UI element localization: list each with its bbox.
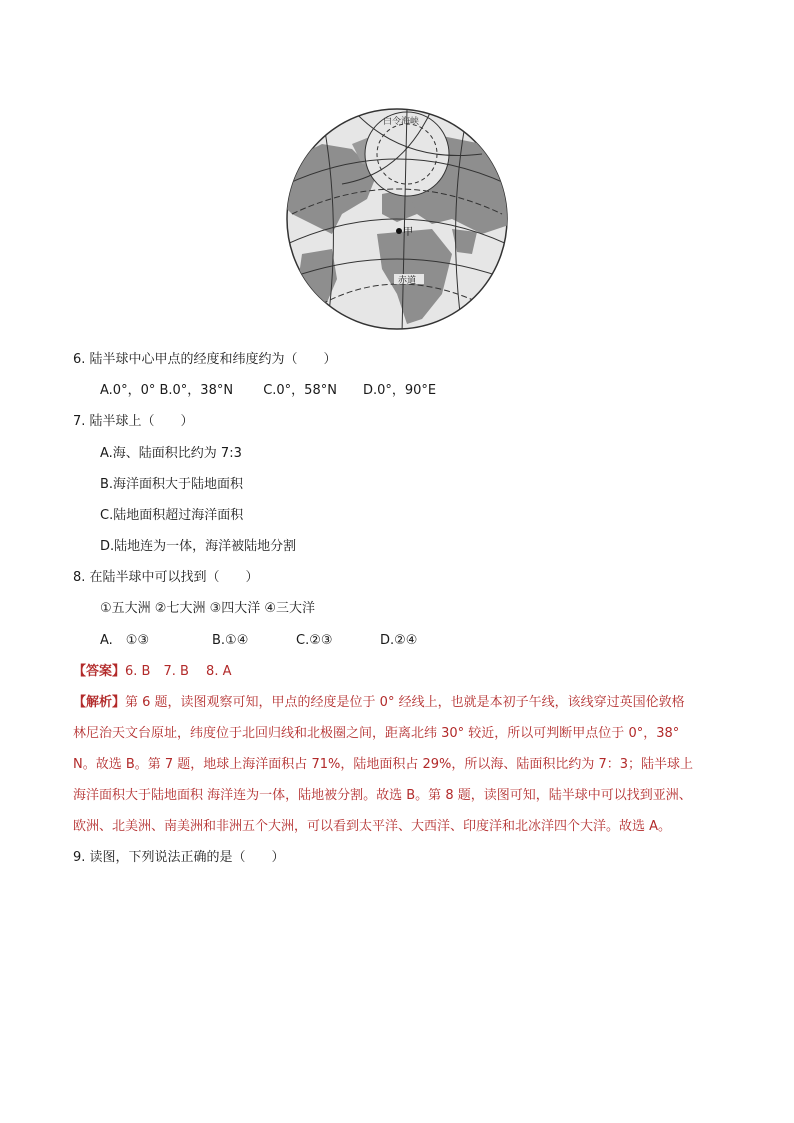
question-8-stem: 8. 在陆半球中可以找到（ ） bbox=[73, 570, 259, 585]
analysis-line-1 bbox=[73, 693, 685, 713]
question-6-stem: 6. 陆半球中心甲点的经度和纬度约为（ ） bbox=[73, 352, 337, 367]
answer-line bbox=[73, 662, 232, 682]
south-america-shape bbox=[297, 249, 337, 319]
question-6-options: A.0°，0° B.0°，38°N C.0°，58°N D.0°，90°E bbox=[100, 383, 437, 398]
question-8-options bbox=[100, 631, 417, 651]
answer-text: 6. B 7. B 8. A bbox=[125, 664, 232, 679]
question-8-option-a: A. ①③ bbox=[100, 633, 150, 648]
question-8-option-c: C.②③ bbox=[296, 633, 333, 648]
analysis-line-5: 欧洲、北美洲、南美洲和非洲五个大洲，可以看到太平洋、大西洋、印度洋和北冰洋四个大洋。故选 A。 bbox=[73, 819, 672, 834]
label-point-jia: 甲 bbox=[403, 227, 413, 238]
question-7-stem: 7. 陆半球上（ ） bbox=[73, 414, 194, 429]
analysis-line-4: 海洋面积大于陆地面积 海洋连为一体，陆地被分割。故选 B。第 8 题，读图可知，陆半球中可以找到亚洲、 bbox=[73, 788, 692, 803]
question-7-option-c: C.陆地面积超过海洋面积 bbox=[100, 508, 244, 523]
label-bering-strait: 白令海峡 bbox=[383, 117, 420, 127]
question-7-option-b: B.海洋面积大于陆地面积 bbox=[100, 477, 244, 492]
analysis-line-3: N。故选 B。第 7 题，地球上海洋面积占 71%，陆地面积占 29%，所以海、陆面积比约为 7：3；陆半球上 bbox=[73, 757, 694, 772]
question-9-stem: 9. 读图，下列说法正确的是（ ） bbox=[73, 850, 285, 865]
analysis-text-1: 第 6 题，读图观察可知，甲点的经度是位于 0° 经线上，也就是本初子午线，该线穿过英国伦敦格 bbox=[125, 695, 685, 710]
land-hemisphere-globe-figure bbox=[282, 104, 512, 334]
analysis-tag: 【解析】 bbox=[73, 695, 126, 710]
question-8-items: ①五大洲 ②七大洲 ③四大洋 ④三大洋 bbox=[100, 601, 316, 616]
analysis-line-2: 林尼治天文台原址，纬度位于北回归线和北极圈之间，距离北纬 30° 较近，所以可判断甲点位于 0°，38° bbox=[73, 726, 680, 741]
question-8-option-d: D.②④ bbox=[380, 633, 418, 648]
question-7-option-d: D.陆地连为一体，海洋被陆地分割 bbox=[100, 539, 297, 554]
question-7-option-a: A.海、陆面积比约为 7:3 bbox=[100, 446, 242, 461]
label-equator: 赤道 bbox=[398, 276, 417, 286]
question-8-option-b: B.①④ bbox=[212, 633, 249, 648]
answer-tag: 【答案】 bbox=[73, 664, 126, 679]
point-jia-marker bbox=[396, 228, 402, 234]
